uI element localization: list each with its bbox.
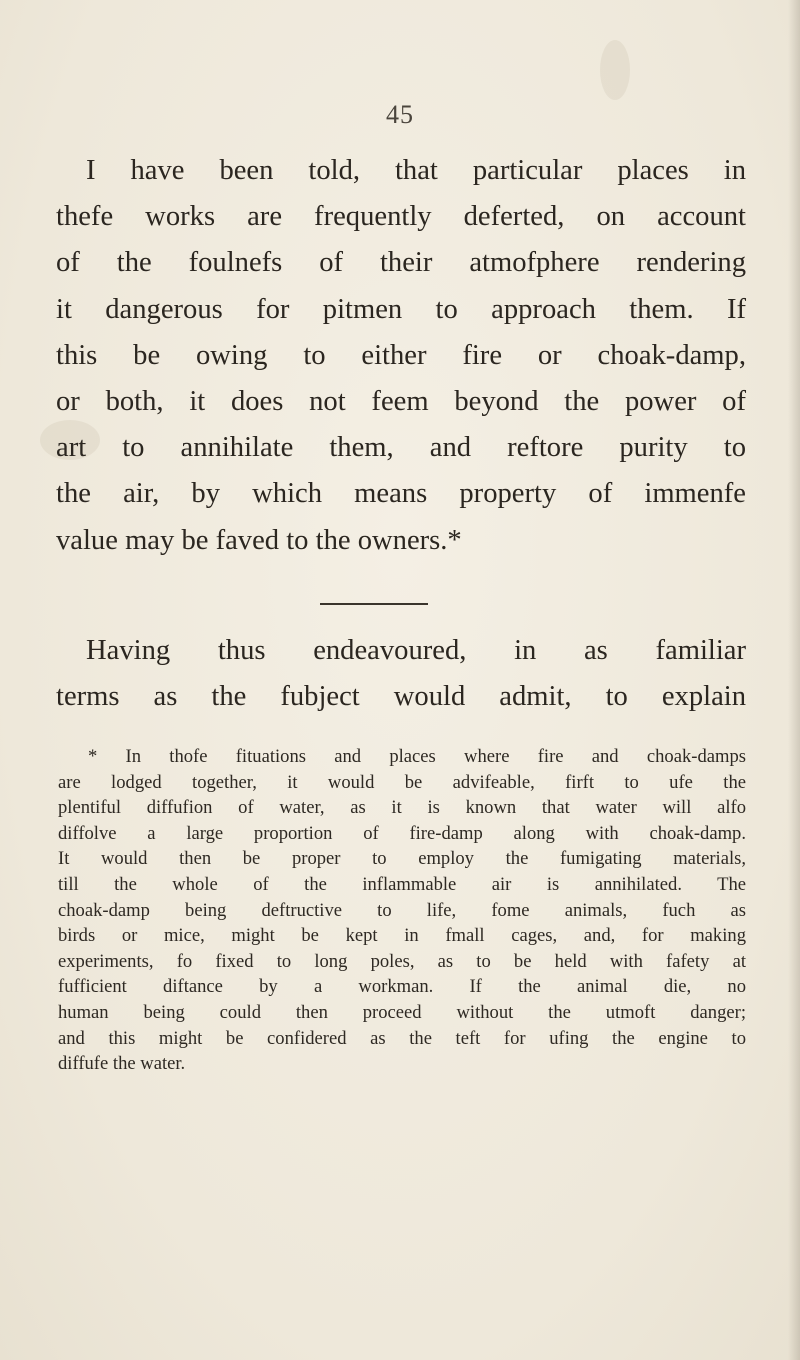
footnote-line: and this might be confidered as the teft for ufing the engine to xyxy=(58,1027,746,1049)
footnote-line: diffufe the water. xyxy=(58,1053,186,1075)
footnote-line: are lodged together, it would be advifeable, firft to ufe the xyxy=(58,771,746,793)
footnote-line: choak-damp being deftructive to life, fome animals, fuch as xyxy=(58,899,746,921)
text-line: of the foulnefs of their atmofphere rendering xyxy=(56,247,746,279)
footnote-line: experiments, fo fixed to long poles, as to be held with fafety at xyxy=(58,950,746,972)
text-line: the air, by which means property of immenfe xyxy=(56,478,746,510)
footnote xyxy=(58,744,746,1077)
paper-stain xyxy=(600,40,630,100)
footnote-line: diffolve a large proportion of fire-damp along with choak-damp. xyxy=(58,822,746,844)
page-edge-shadow xyxy=(788,0,800,1360)
footnote-line: * In thofe fituations and places where fire and choak-damps xyxy=(88,746,746,767)
footnote-line: It would then be proper to employ the fumigating materials, xyxy=(58,848,746,870)
text-line: Having thus endeavoured, in as familiar xyxy=(86,635,746,666)
text-line: I have been told, that particular places in xyxy=(86,155,746,186)
page-number: 45 xyxy=(386,100,414,129)
footnote-line: plentiful diffufion of water, as it is known that water will alfo xyxy=(58,797,746,819)
second-paragraph xyxy=(56,628,746,720)
footnote-line: fufficient diftance by a workman. If the animal die, no xyxy=(58,976,746,998)
text-line: it dangerous for pitmen to approach them. If xyxy=(56,293,746,325)
text-line: this be owing to either fire or choak-damp, xyxy=(56,339,746,371)
footnote-line: till the whole of the inflammable air is annihilated. The xyxy=(58,873,746,895)
text-line: terms as the fubject would admit, to explain xyxy=(56,681,746,713)
text-line: value may be faved to the owners.* xyxy=(56,524,462,556)
text-line: or both, it does not feem beyond the power of xyxy=(56,385,746,417)
footnote-line: human being could then proceed without the utmoft danger; xyxy=(58,1001,746,1023)
text-line: thefe works are frequently deferted, on account xyxy=(56,201,746,233)
text-line: art to annihilate them, and reftore purity to xyxy=(56,432,746,464)
main-paragraph xyxy=(56,148,746,564)
footnote-line: birds or mice, might be kept in fmall cages, and, for making xyxy=(58,925,746,947)
section-divider xyxy=(320,603,428,605)
